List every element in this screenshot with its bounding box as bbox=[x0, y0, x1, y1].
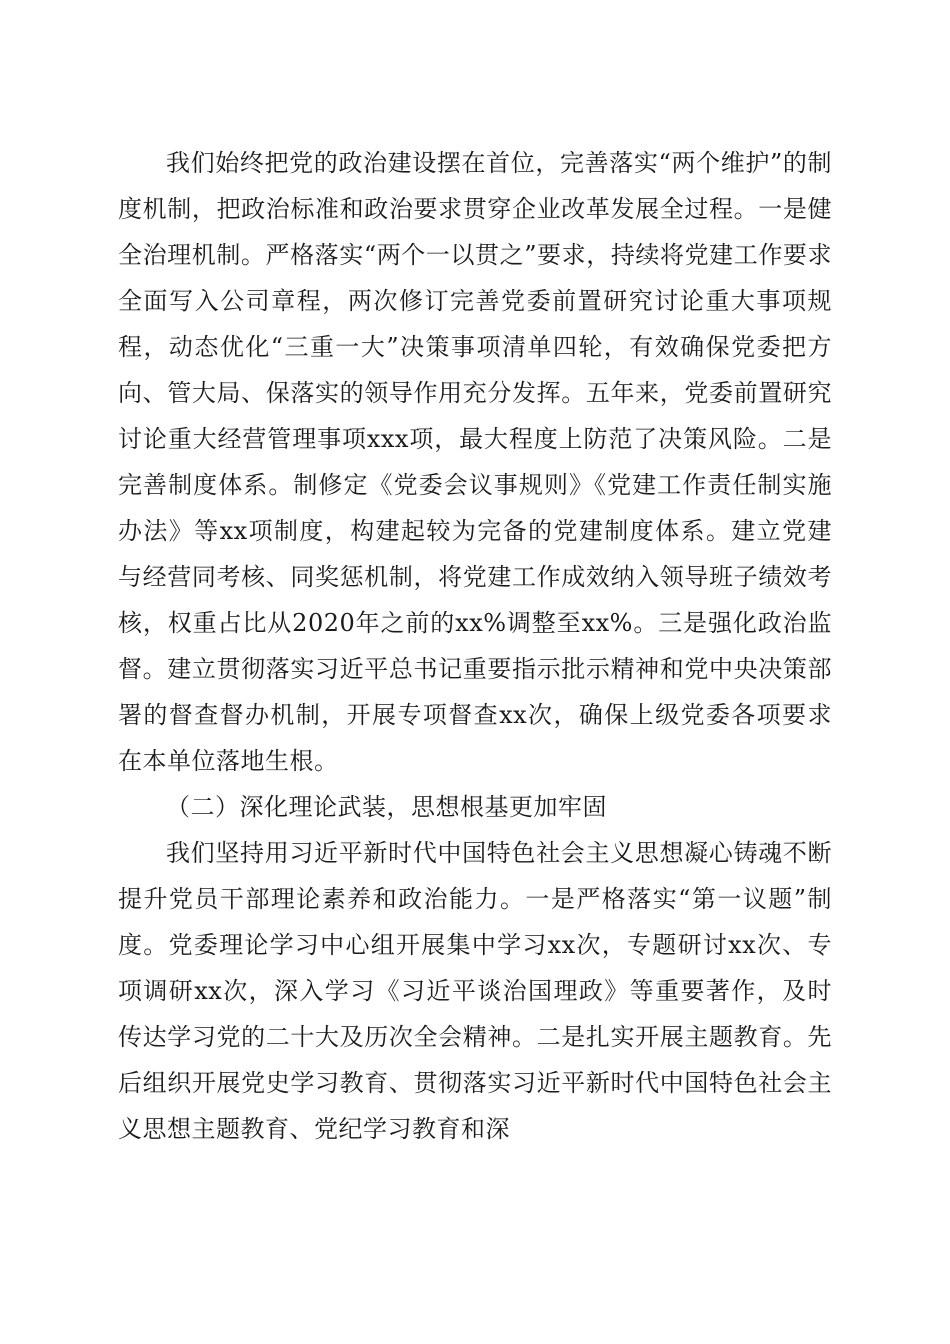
paragraph-political-building: 我们始终把党的政治建设摆在首位，完善落实“两个维护”的制度机制，把政治标准和政治要求贯穿企业改革发展全过程。一是健全治理机制。严格落实“两个一以贯之”要求，持续将党建工作要求全面写入公司章程，两次修订完善党委前置研究讨论重大事项规程，动态优化“三重一大”决策事项清单四轮，有效确保党委把方向、管大局、保落实的领导作用充分发挥。五年来，党委前置研究讨论重大经营管理事项xxx项，最大程度上防范了决策风险。二是完善制度体系。制修定《党委会议事规则》《党建工作责任制实施办法》等xx项制度，构建起较为完备的党建制度体系。建立党建与经营同考核、同奖惩机制，将党建工作成效纳入领导班子绩效考核，权重占比从2020年之前的xx%调整至xx%。三是强化政治监督。建立贯彻落实习近平总书记重要指示批示精神和党中央决策部署的督查督办机制，开展专项督查xx次，确保上级党委各项要求在本单位落地生根。 bbox=[118, 149, 832, 775]
paragraph-theory-study: 我们坚持用习近平新时代中国特色社会主义思想凝心铸魂不断提升党员干部理论素养和政治能力。一是严格落实“第一议题”制度。党委理论学习中心组开展集中学习xx次，专题研讨xx次、专项调研xx次，深入学习《习近平谈治国理政》等重要著作，及时传达学习党的二十大及历次全会精神。二是扎实开展主题教育。先后组织开展党史学习教育、贯彻落实习近平新时代中国特色社会主义思想主题教育、党纪学习教育和深 bbox=[118, 839, 832, 1143]
section-heading-theory: （二）深化理论武装，思想根基更加牢固 bbox=[166, 793, 607, 821]
document-body bbox=[118, 140, 832, 1152]
